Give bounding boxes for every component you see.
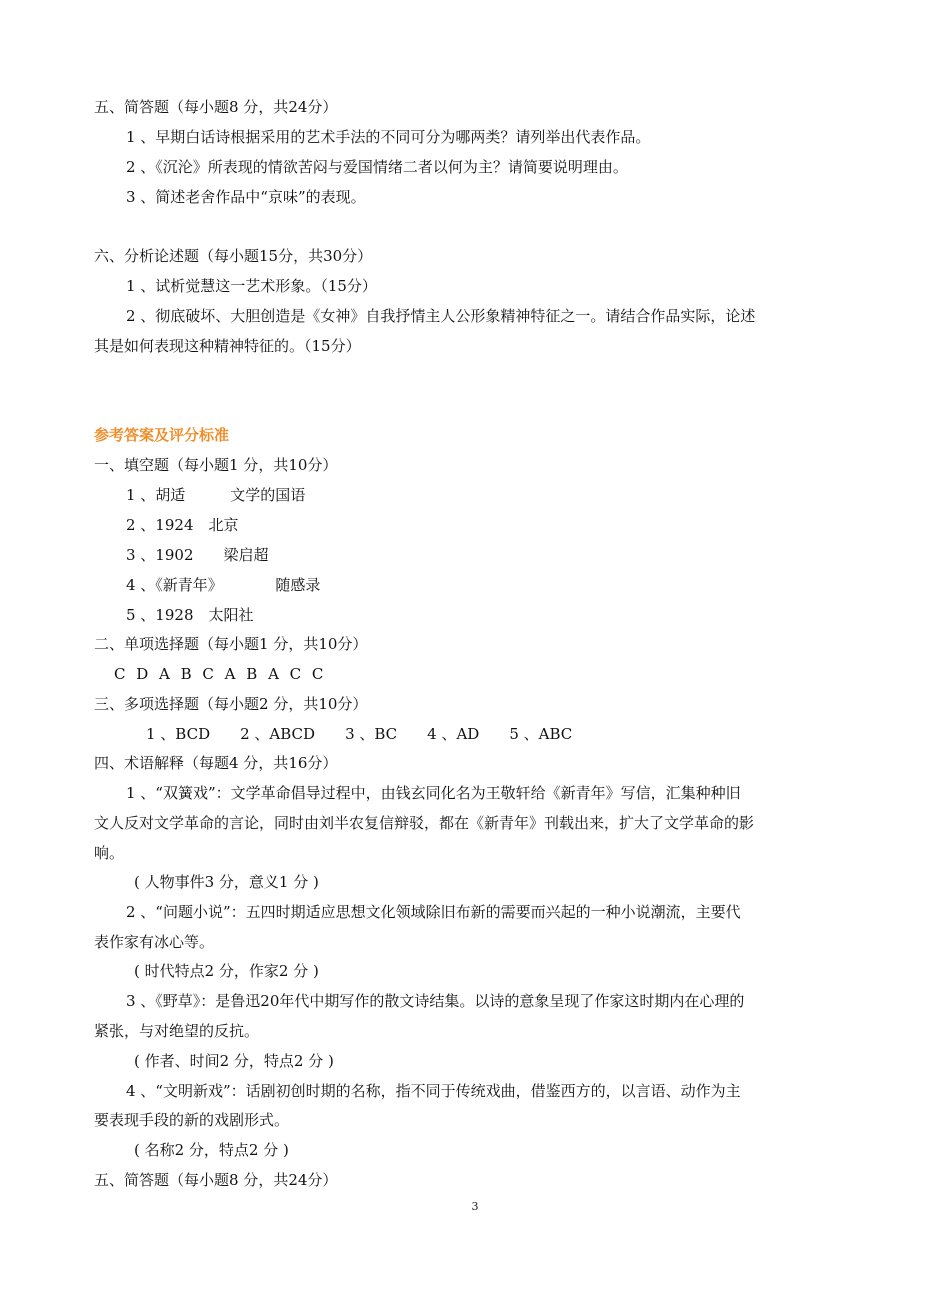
answers-title: 参考答案及评分标准	[94, 426, 230, 444]
sec5-question-1: 1 、早期白话诗根据采用的艺术手法的不同可分为哪两类？请列举出代表作品。	[126, 128, 651, 146]
page-number: 3	[471, 1200, 479, 1213]
sec5-question-3: 3 、简述老舍作品中“京味”的表现。	[126, 188, 366, 206]
term-2-line-2: 表作家有冰心等。	[94, 933, 215, 951]
answer-terms-heading: 四、术语解释（每题4 分，共16分）	[94, 754, 338, 772]
term-4-line-1: 4 、“文明新戏”：话剧初创时期的名称，指不同于传统戏曲，借鉴西方的，以言语、动作为主	[126, 1082, 741, 1100]
section-5-heading: 五、简答题（每小题8 分，共24分）	[94, 98, 338, 116]
term-4-score: ( 名称2 分，特点2 分 )	[134, 1141, 289, 1159]
sec6-question-1: 1 、试析觉慧这一艺术形象。（15分）	[126, 277, 377, 295]
term-2-score: ( 时代特点2 分，作家2 分 )	[134, 962, 319, 980]
section-6-heading: 六、分析论述题（每小题15分，共30分）	[94, 247, 373, 265]
sec6-question-2-line-1: 2 、彻底破坏、大胆创造是《女神》自我抒情主人公形象精神特征之一。请结合作品实际，论述	[126, 307, 756, 325]
sec5-question-2: 2 、《沉沦》所表现的情欲苦闷与爱国情绪二者以何为主？请简要说明理由。	[126, 158, 628, 176]
term-1-line-1: 1 、“双簧戏”：文学革命倡导过程中，由钱玄同化名为王敬轩给《新青年》写信，汇集种种旧	[126, 784, 741, 802]
term-3-score: ( 作者、时间2 分，特点2 分 )	[134, 1052, 334, 1070]
answer-fill-heading: 一、填空题（每小题1 分，共10分）	[94, 456, 338, 474]
answer-multi-heading: 三、多项选择题（每小题2 分，共10分）	[94, 695, 368, 713]
term-1-line-2: 文人反对文学革命的言论，同时由刘半农复信辩驳，都在《新青年》刊载出来，扩大了文学革命的影	[94, 814, 755, 832]
sec6-question-2-line-2: 其是如何表现这种精神特征的。（15分）	[94, 337, 361, 355]
term-1-line-3: 响。	[94, 844, 125, 862]
answer-fill-2: 2 、1924 北京	[126, 516, 239, 534]
term-4-line-2: 要表现手段的新的戏剧形式。	[94, 1111, 290, 1129]
answer-fill-3: 3 、1902 梁启超	[126, 546, 269, 564]
answer-fill-5: 5 、1928 太阳社	[126, 606, 254, 624]
term-3-line-1: 3 、《野草》：是鲁迅20年代中期写作的散文诗结集。以诗的意象呈现了作家这时期内在心理的	[126, 992, 745, 1010]
answer-fill-1: 1 、胡适 文学的国语	[126, 486, 306, 504]
term-3-line-2: 紧张，与对绝望的反抗。	[94, 1022, 260, 1040]
answer-fill-4: 4 、《新青年》 随感录	[126, 576, 321, 594]
answer-short-heading: 五、简答题（每小题8 分，共24分）	[94, 1171, 338, 1189]
answer-single-heading: 二、单项选择题（每小题1 分，共10分）	[94, 635, 368, 653]
term-1-score: ( 人物事件3 分，意义1 分 )	[134, 873, 319, 891]
answer-multi-list: 1 、BCD 2 、ABCD 3 、BC 4 、AD 5 、ABC	[146, 725, 573, 743]
term-2-line-1: 2 、“问题小说”：五四时期适应思想文化领域除旧布新的需要而兴起的一种小说潮流，主要代	[126, 903, 741, 921]
answer-single-list: C D A B C A B A C C	[114, 665, 324, 683]
